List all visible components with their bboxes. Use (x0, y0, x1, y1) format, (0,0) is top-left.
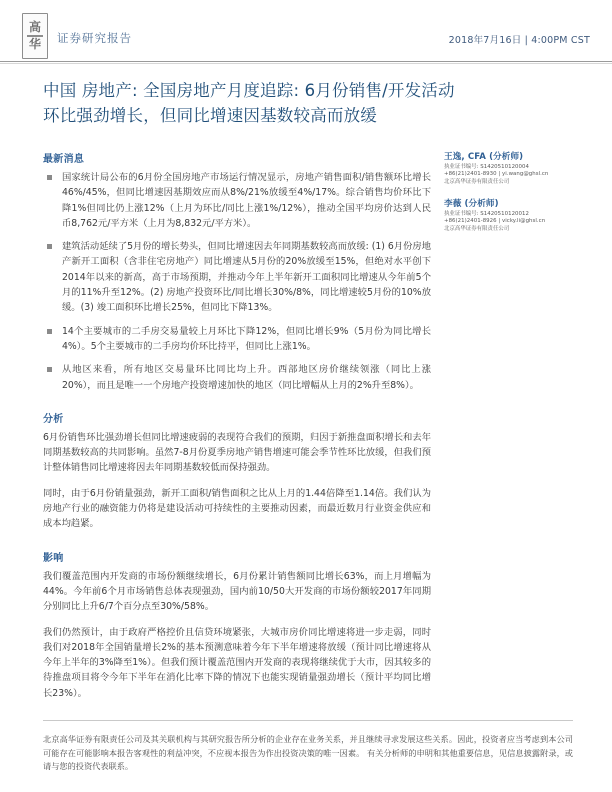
analyst-certificate: 执业证书编号: S1420510120012 (444, 210, 529, 217)
analyst-name: 李薇 (分析师) (444, 199, 499, 210)
analyst-firm: 北京高华证券有限责任公司 (444, 225, 510, 232)
analyst-certificate: 执业证书编号: S1420510120004 (444, 163, 529, 170)
analyst-name: 王逸, CFA (分析师) (444, 152, 524, 162)
page-header (0, 0, 612, 62)
analyst-firm: 北京高华证券有限责任公司 (444, 178, 510, 185)
page-title-line-1: 中国 房地产: 全国房地产月度追踪: 6月份销售/开发活动 (43, 81, 455, 100)
list-item: 国家统计局公布的6月份全国房地产市场运行情况显示，房地产销售面积/销售额环比增长46%/45%，但同比增速因基期效应而从8%/21%放缓至4%/17%。综合销售均价环比下降1%但同比仍上涨12%（上月为环比/同比上涨1%/12%），推动全国平均房价达到人民币8,762元/平方米（上月为8,832元/平方米）。 (43, 170, 431, 231)
gaohua-seal-logo-icon (22, 13, 48, 59)
page-title (43, 78, 573, 128)
list-item: 建筑活动延续了5月份的增长势头，但同比增速因去年同期基数较高而放缓: (1) 6月份房地产新开工面积（含非住宅房地产）同比增速从5月份的20%放缓至15%，但绝对水平创下2014年以来的新高，高于市场预期，并推动今年上半年新开工面积同比增速从今年前5个月的11%升至12%。(2) 房地产投资环比/同比增长30%/8%，同比增速较5月份的10%放缓。(3) 竣工面积环比增长25%，但同比下降13%。 (43, 239, 431, 315)
header-title: 证券研究报告 (57, 31, 132, 45)
section-heading-news: 最新消息 (43, 154, 85, 165)
paragraph: 6月份销售环比强劲增长但同比增速疲弱的表现符合我们的预期，归因于新推盘面积增长和去年同期基数较高的共同影响。虽然7-8月份夏季房地产销售增速可能会季节性环比放缓，但我们预计整体销售同比增速将因去年同期基数较低而保持强劲。 (43, 431, 431, 474)
news-bullet-list (43, 170, 431, 393)
section-heading-impact: 影响 (43, 552, 64, 564)
header-rule-secondary (0, 63, 612, 64)
paragraph: 我们仍然预计，由于政府严格控价且信贷环境紧张，大城市房价同比增速将进一步走弱，同时我们对2018年全国销量增长2%的基本预测意味着今年下半年增速将放缓（预计同比增速将从今年上半年的3%降至1%）。但我们预计覆盖范围内开发商的表现将继续优于大市，因其较多的待推盘项目将令今年下半年在消化比率下降的情况下也能实现销量强劲增长（预计平均同比增长23%）。 (43, 626, 431, 699)
logo-char-top: 高 (28, 20, 41, 34)
paragraph: 同时，由于6月份销量强劲，新开工面积/销售面积之比从上月的1.44倍降至1.14倍。我们认为房地产行业的融资能力仍将是建设活动可持续性的主要推动因素，而最近数月行业资金供应和成本均趋紧。 (43, 487, 431, 530)
analyst-contact[interactable]: +86(21)2401-8930 | yi.wang@ghsl.cn (444, 171, 549, 178)
analyst-entry (444, 197, 594, 233)
section-heading-analysis: 分析 (43, 413, 64, 425)
list-item: 从地区来看，所有地区交易量环比同比均上升。西部地区房价继续领涨（同比上涨20%），而且是唯一一个房地产投资增速加快的地区（同比增幅从上月的2%升至8%）。 (43, 362, 431, 393)
analyst-contact[interactable]: +86(21)2401-8926 | vicky.li@ghsl.cn (444, 218, 546, 225)
header-date: 2018年7月16日 | 4:00PM CST (448, 35, 590, 46)
analyst-sidebar (444, 150, 594, 245)
logo-char-bottom: 华 (28, 37, 41, 51)
footer-disclaimer: 北京高华证券有限责任公司及其关联机构与其研究报告所分析的企业存在业务关系，并且继续寻求发展这些关系。因此，投资者应当考虑到本公司可能存在可能影响本报告客观性的利益冲突，不应视本报告为作出投资决策的唯一因素。 有关分析师的申明和其他重要信息，见信息披露附录，或请与您的投资代表联系。 (43, 734, 573, 771)
page-title-line-2: 环比强劲增长，但同比增速因基数较高而放缓 (43, 106, 377, 125)
paragraph: 我们覆盖范围内开发商的市场份额继续增长，6月份累计销售额同比增长63%，而上月增幅为44%。今年前6个月市场销售总体表现强劲，国内前10/50大开发商的市场份额较2017年同期分别同比上升6/7个百分点至30%/58%。 (43, 570, 431, 613)
analyst-entry (444, 150, 594, 186)
main-content-column (43, 150, 431, 701)
list-item: 14个主要城市的二手房交易量较上月环比下降12%，但同比增长9%（5月份为同比增长4%）。5个主要城市的二手房均价环比持平，但同比上涨1%。 (43, 324, 431, 355)
header-rule (0, 61, 612, 62)
footer-rule (43, 720, 573, 721)
